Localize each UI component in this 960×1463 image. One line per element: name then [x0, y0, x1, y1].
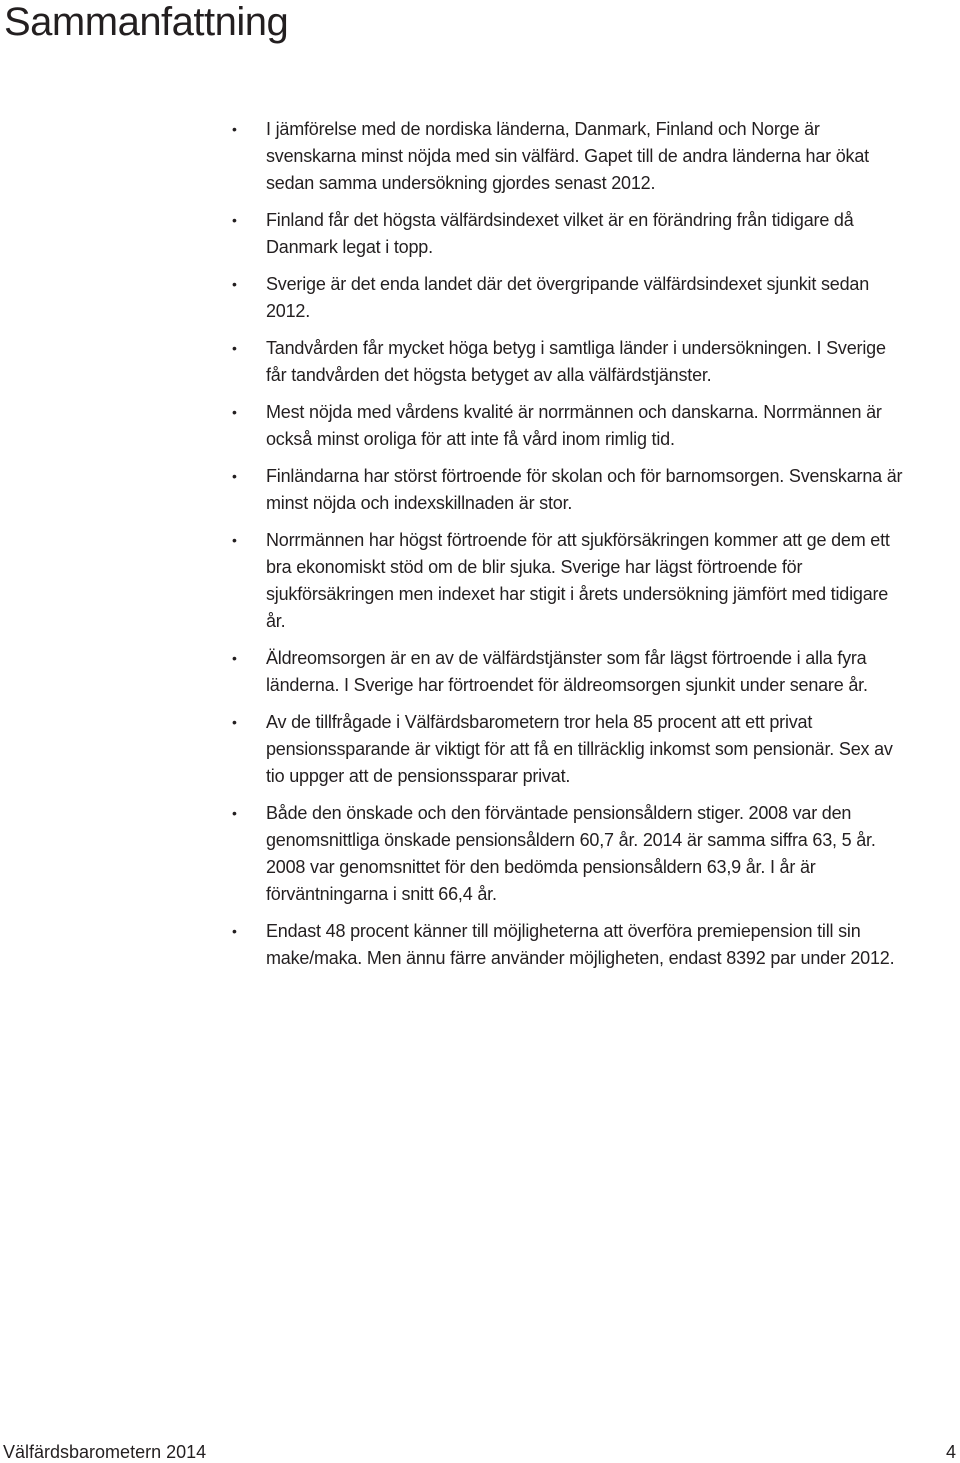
list-item	[228, 463, 908, 517]
page-title: Sammanfattning	[4, 0, 289, 44]
list-item	[228, 709, 908, 790]
bullet-icon: •	[232, 532, 237, 548]
list-item-text: Finländarna har störst förtroende för skolan och för barnomsorgen. Svenskarna är minst nöjda och indexskillnaden är stor.	[266, 466, 903, 513]
bullet-icon: •	[232, 714, 237, 730]
footer-publication-name: Välfärdsbarometern 2014	[3, 1442, 207, 1462]
footer-page-number: 4	[945, 1442, 956, 1462]
bullet-icon: •	[232, 212, 237, 228]
bullet-icon: •	[232, 121, 237, 137]
list-item-text: Äldreomsorgen är en av de välfärdstjänster som får lägst förtroende i alla fyra länderna. I Sverige har förtroendet för äldreomsorgen sjunkit under senare år.	[266, 648, 868, 695]
bullet-icon: •	[232, 650, 237, 666]
list-item	[228, 918, 908, 972]
bullet-icon: •	[232, 805, 237, 821]
bullet-icon: •	[232, 340, 237, 356]
bullet-icon: •	[232, 468, 237, 484]
list-item	[228, 399, 908, 453]
summary-list	[228, 116, 908, 982]
list-item-text: Finland får det högsta välfärdsindexet vilket är en förändring från tidigare då Danmark legat i topp.	[266, 210, 854, 257]
list-item-text: Tandvården får mycket höga betyg i samtliga länder i undersökningen. I Sverige får tandvården det högsta betyget av alla välfärdstjänster.	[266, 338, 886, 385]
list-item-text: I jämförelse med de nordiska länderna, Danmark, Finland och Norge är svenskarna minst nöjda med sin välfärd. Gapet till de andra länderna har ökat sedan samma undersökning gjordes senast 2012.	[266, 119, 869, 193]
bullet-icon: •	[232, 404, 237, 420]
list-item-text: Norrmännen har högst förtroende för att sjukförsäkringen kommer att ge dem ett bra ekonomiskt stöd om de blir sjuka. Sverige har lägst förtroende för sjukförsäkringen men indexet har stigit i årets undersökning jämfört med tidigare år.	[266, 530, 890, 631]
list-item-text: Både den önskade och den förväntade pensionsåldern stiger. 2008 var den genomsnittliga önskade pensionsåldern 60,7 år. 2014 är samma siffra 63, 5 år. 2008 var genomsnittet för den bedömda pensionsåldern 63,9 år. I år är förväntningarna i snitt 66,4 år.	[266, 803, 876, 904]
list-item-text: Endast 48 procent känner till möjligheterna att överföra premiepension till sin make/maka. Men ännu färre använder möjligheten, endast 8392 par under 2012.	[266, 921, 895, 968]
bullet-icon: •	[232, 923, 237, 939]
bullet-icon: •	[232, 276, 237, 292]
list-item-text: Sverige är det enda landet där det övergripande välfärdsindexet sjunkit sedan 2012.	[266, 274, 869, 321]
list-item	[228, 527, 908, 635]
list-item	[228, 335, 908, 389]
list-item	[228, 645, 908, 699]
list-item	[228, 271, 908, 325]
list-item-text: Mest nöjda med vårdens kvalité är norrmännen och danskarna. Norrmännen är också minst oroliga för att inte få vård inom rimlig tid.	[266, 402, 882, 449]
list-item-text: Av de tillfrågade i Välfärdsbarometern tror hela 85 procent att ett privat pensionssparande är viktigt för att få en tillräcklig inkomst som pensionär. Sex av tio uppger att de pensionssparar privat.	[266, 712, 893, 786]
list-item	[228, 207, 908, 261]
list-item	[228, 800, 908, 908]
list-item	[228, 116, 908, 197]
